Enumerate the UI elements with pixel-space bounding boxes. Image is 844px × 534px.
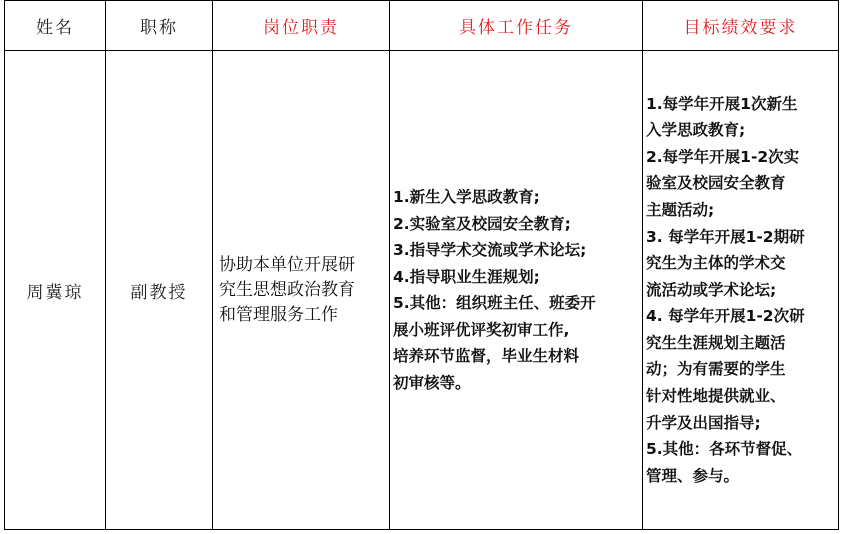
goal-line: 4. 每学年开展1-2次研 bbox=[646, 307, 805, 326]
task-line: 4.指导职业生涯规划; bbox=[393, 267, 540, 286]
header-goals: 目标绩效要求 bbox=[643, 1, 839, 51]
goal-line: 验室及校园安全教育 bbox=[646, 174, 786, 193]
duty-line: 究生思想政治教育 bbox=[219, 279, 355, 300]
cell-name: 周冀琼 bbox=[5, 51, 106, 530]
goal-line: 究生生涯规划主题活 bbox=[646, 333, 786, 352]
cell-duty bbox=[213, 51, 390, 530]
goal-line: 究生为主体的学术交 bbox=[646, 254, 786, 273]
goal-line: 5.其他：各环节督促、 bbox=[646, 440, 803, 459]
header-row bbox=[5, 1, 839, 51]
header-title: 职称 bbox=[106, 1, 213, 51]
responsibility-table bbox=[4, 0, 839, 530]
goal-line: 3. 每学年开展1-2期研 bbox=[646, 227, 805, 246]
goal-line: 动；为有需要的学生 bbox=[646, 360, 786, 379]
goal-line: 入学思政教育; bbox=[646, 121, 746, 140]
task-line: 培养环节监督，毕业生材料 bbox=[393, 347, 580, 365]
goal-line: 主题活动; bbox=[646, 200, 715, 219]
header-duty: 岗位职责 bbox=[213, 1, 390, 51]
cell-tasks bbox=[390, 51, 643, 530]
task-line: 2.实验室及校园安全教育; bbox=[393, 214, 571, 233]
header-tasks: 具体工作任务 bbox=[390, 1, 643, 51]
header-name: 姓名 bbox=[5, 1, 106, 51]
task-line: 5.其他：组织班主任、班委开 bbox=[393, 294, 596, 312]
task-line: 展小班评优评奖初审工作, bbox=[393, 320, 570, 339]
task-line: 3.指导学术交流或学术论坛; bbox=[393, 241, 587, 259]
goal-line: 2.每学年开展1-2次实 bbox=[646, 147, 800, 166]
duty-line: 和管理服务工作 bbox=[219, 304, 338, 325]
goal-line: 管理、参与。 bbox=[646, 466, 740, 485]
duty-line: 协助本单位开展研 bbox=[219, 254, 355, 275]
cell-title: 副教授 bbox=[106, 51, 213, 530]
table-row bbox=[5, 51, 839, 530]
task-line: 1.新生入学思政教育; bbox=[393, 188, 540, 206]
goal-line: 针对性地提供就业、 bbox=[646, 387, 786, 406]
cell-goals bbox=[643, 51, 839, 530]
task-line: 初审核等。 bbox=[393, 373, 471, 392]
goal-line: 流活动或学术论坛; bbox=[646, 280, 777, 299]
goal-line: 1.每学年开展1次新生 bbox=[646, 94, 798, 113]
goal-line: 升学及出国指导; bbox=[646, 413, 761, 432]
